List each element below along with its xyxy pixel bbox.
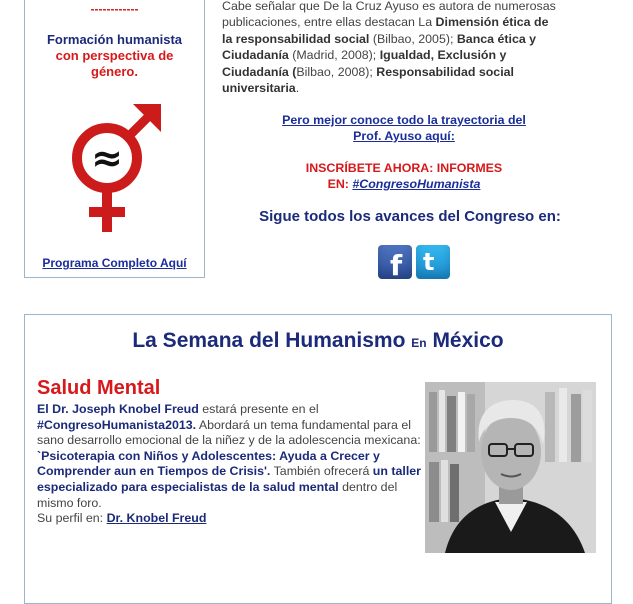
pub-2: Banca ética y Ciudadanía — [222, 31, 537, 63]
title-small: En — [411, 336, 427, 350]
pub-3: Igualdad, Exclusión y Ciudadanía ( — [222, 48, 507, 79]
trayectoria-line-1: Pero mejor conoce todo la trayectoria del — [282, 113, 526, 127]
program-link[interactable]: Programa Completo Aquí — [42, 256, 187, 270]
title-line-1: Formación humanista — [46, 32, 183, 47]
trayectoria-line-2: Prof. Ayuso aquí: — [353, 129, 455, 143]
title-line-3: género. — [91, 64, 138, 79]
facebook-button[interactable] — [378, 245, 412, 282]
workshop-title: un taller especializado para especialistas de la salud mental — [37, 464, 421, 494]
pub-2-info: (Madrid, 2008); — [288, 48, 380, 63]
title-main: La Semana del Humanismo — [132, 329, 412, 352]
perfil-prefix: Su perfil en: — [37, 511, 107, 526]
trayectoria-link[interactable] — [232, 112, 576, 144]
body-text-4: dentro del mismo foro. — [37, 479, 398, 510]
center-links — [232, 112, 576, 192]
pub-1-info: (Bilbao, 2005); — [369, 31, 457, 46]
doctor-name: El Dr. Joseph Knobel Freud — [37, 402, 199, 416]
social-buttons — [378, 245, 454, 282]
congress-hashtag: #CongresoHumanista2013. — [37, 417, 197, 432]
left-panel — [24, 0, 205, 278]
facebook-icon: f — [390, 249, 403, 282]
pub-4-end: . — [295, 81, 300, 96]
body-text-2: Abordará un tema fundamental para el sano desarrollo emocional de la niñez y de la adolescencia mexicana: — [37, 417, 421, 448]
pub-4: Responsabilidad social universitaria — [222, 64, 514, 96]
perfil-link[interactable]: Dr. Knobel Freud — [106, 511, 207, 526]
title-line-2: con perspectiva de — [55, 48, 174, 63]
twitter-button[interactable] — [416, 245, 450, 279]
inscribete-block — [232, 160, 576, 192]
body-text-1: estará presente en el — [198, 402, 319, 416]
title-end: México — [426, 329, 504, 352]
semana-title — [25, 329, 611, 353]
approx-glyph: ≈ — [91, 136, 123, 180]
section-body — [37, 402, 425, 527]
body-text-3: También ofrecerá — [270, 464, 373, 479]
gender-symbol-icon — [63, 102, 163, 234]
pub-3-info: Bilbao, 2008); — [296, 64, 377, 79]
inscribete-en: EN: — [327, 177, 353, 191]
para-intro: Cabe señalar que De la Cruz Ayuso es autora de numerosas publicaciones, entre ellas destacan La — [222, 0, 556, 30]
left-panel-title — [25, 32, 204, 80]
semana-section — [24, 314, 612, 604]
doctor-photo — [425, 382, 596, 553]
publications-paragraph — [222, 0, 562, 96]
dashes-divider: ------------ — [90, 2, 139, 16]
inscribete-text: INSCRÍBETE AHORA: INFORMES — [305, 161, 503, 175]
talk-title: `Psicoterapia con Niños y Adolescentes: Ayuda a Crecer y Comprender aun en Tiempos de Crisis'. — [37, 448, 380, 479]
twitter-icon: t — [423, 248, 435, 276]
follow-heading: Sigue todos los avances del Congreso en: — [259, 208, 561, 225]
pub-1: Dimensión ética de la responsabilidad social — [222, 15, 549, 46]
section-title: Salud Mental — [37, 377, 161, 399]
hashtag-link[interactable]: #CongresoHumanista — [352, 177, 481, 191]
